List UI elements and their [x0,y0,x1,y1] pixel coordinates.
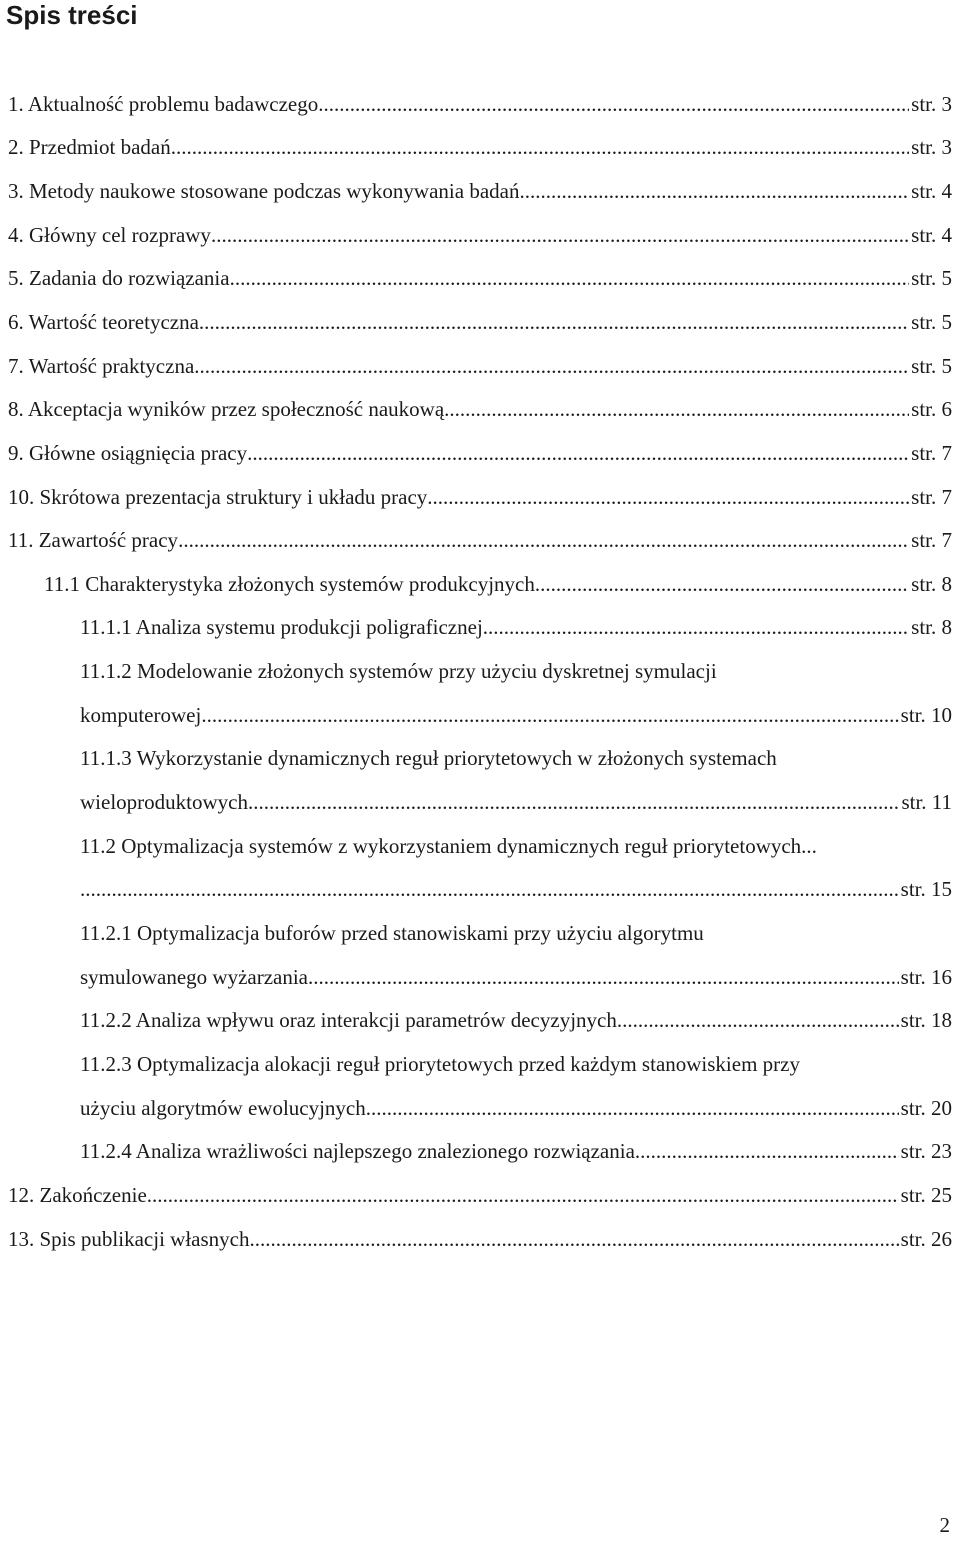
toc-entry-title-line2: użyciu algorytmów ewolucyjnych [80,1096,366,1120]
toc-entry-title: 11.2.4 Analiza wrażliwości najlepszego znalezionego rozwiązania [80,1139,635,1163]
leader-dots [248,787,899,817]
toc-entry-page: str. 26 [900,1227,952,1251]
leader-dots [80,874,899,904]
toc-entry-page: str. 3 [911,92,952,116]
toc-entry-title: 11.1.1 Analiza systemu produkcji poligraficznej [80,615,483,639]
toc-entry-page: str. 3 [911,135,952,159]
toc-entry[interactable] [8,482,952,512]
leader-dots [318,89,909,119]
toc-entry[interactable] [80,700,952,730]
toc-entry[interactable] [8,263,952,293]
page-title: Spis treści [6,0,138,30]
toc-entry-title: 6. Wartość teoretyczna [8,310,199,334]
leader-dots [617,1005,899,1035]
toc-entry-page: str. 4 [911,179,952,203]
toc-entry-page: str. 7 [911,441,952,465]
toc-entry-title: 1. Aktualność problemu badawczego [8,92,319,116]
toc-entry[interactable] [44,569,952,599]
toc-entry-page: str. 20 [900,1096,952,1120]
toc-entry-title-line2: symulowanego wyżarzania [80,965,308,989]
toc-entry-page: str. 23 [900,1139,952,1163]
toc-entry-page: str. 25 [900,1183,952,1207]
leader-dots [444,394,909,424]
toc-entry[interactable] [80,787,952,817]
toc-entry[interactable] [80,612,952,642]
toc-entry[interactable] [8,89,952,119]
toc-entry[interactable] [8,132,952,162]
toc-entry[interactable] [80,1093,952,1123]
leader-dots [147,1180,899,1210]
page-number: 2 [939,1513,950,1537]
toc-entry-title-line1[interactable]: 11.2.3 Optymalizacja alokacji reguł priorytetowych przed każdym stanowiskiem przy [80,1052,800,1076]
toc-entry[interactable] [8,351,952,381]
toc-entry[interactable] [8,307,952,337]
leader-dots [247,438,909,468]
toc-entry-title: 13. Spis publikacji własnych [8,1227,250,1251]
toc-entry-page: str. 15 [900,877,952,901]
toc-entry[interactable] [8,394,952,424]
toc-entry-page: str. 5 [911,310,952,334]
toc-entry-page: str. 11 [901,790,952,814]
toc-entry[interactable] [80,874,952,904]
leader-dots [635,1136,899,1166]
toc-entry-title: 2. Przedmiot badań [8,135,171,159]
leader-dots [308,962,899,992]
toc-entry-title: 4. Główny cel rozprawy [8,223,211,247]
toc-entry[interactable] [8,176,952,206]
leader-dots [230,263,910,293]
leader-dots [427,482,909,512]
toc-entry[interactable] [8,1180,952,1210]
toc-entry-title-line1[interactable]: 11.1.3 Wykorzystanie dynamicznych reguł priorytetowych w złożonych systemach [80,746,777,770]
toc-entry-title: 9. Główne osiągnięcia pracy [8,441,248,465]
leader-dots [201,700,898,730]
toc-entry-title: 3. Metody naukowe stosowane podczas wykonywania badań [8,179,520,203]
toc-entry-page: str. 7 [911,485,952,509]
toc-entry-title: 10. Skrótowa prezentacja struktury i układu pracy [8,485,428,509]
leader-dots [483,612,909,642]
toc-entry[interactable] [8,220,952,250]
toc-entry-title: 7. Wartość praktyczna [8,354,195,378]
toc-entry-title: 8. Akceptacja wyników przez społeczność naukową [8,397,445,421]
leader-dots [535,569,909,599]
toc-entry-title: 11.1 Charakterystyka złożonych systemów produkcyjnych [44,572,535,596]
toc-entry-page: str. 5 [911,354,952,378]
toc-entry-title: 5. Zadania do rozwiązania [8,266,230,290]
toc-entry[interactable] [80,962,952,992]
leader-dots [199,307,909,337]
toc-entry-title-line2: komputerowej [80,703,202,727]
toc-entry-title-line1[interactable]: 11.1.2 Modelowanie złożonych systemów przy użyciu dyskretnej symulacji [80,659,717,683]
toc-entry-page: str. 8 [911,615,952,639]
toc-entry-page: str. 8 [911,572,952,596]
toc-entry[interactable] [8,438,952,468]
toc-entry-title-line1[interactable]: 11.2 Optymalizacja systemów z wykorzystaniem dynamicznych reguł priorytetowych... [80,834,817,858]
leader-dots [519,176,909,206]
toc-entry-title: 11.2.2 Analiza wpływu oraz interakcji parametrów decyzyjnych [80,1008,617,1032]
toc-entry-page: str. 10 [900,703,952,727]
toc-entry-title-line2: wieloproduktowych [80,790,248,814]
leader-dots [249,1224,898,1254]
toc-entry-page: str. 18 [900,1008,952,1032]
toc-entry-title: 11. Zawartość pracy [8,528,179,552]
toc-entry-page: str. 7 [911,528,952,552]
toc-entry-title: 12. Zakończenie [8,1183,147,1207]
toc-entry-page: str. 5 [911,266,952,290]
toc-entry[interactable] [80,1136,952,1166]
toc-entry-page: str. 6 [911,397,952,421]
leader-dots [178,525,909,555]
toc-entry-page: str. 16 [900,965,952,989]
leader-dots [366,1093,899,1123]
toc-entry-title-line1[interactable]: 11.2.1 Optymalizacja buforów przed stanowiskami przy użyciu algorytmu [80,921,704,945]
toc-entry[interactable] [80,1005,952,1035]
toc-entry[interactable] [8,525,952,555]
toc-entry-page: str. 4 [911,223,952,247]
leader-dots [171,132,909,162]
leader-dots [194,351,909,381]
leader-dots [211,220,909,250]
toc-entry[interactable] [8,1224,952,1254]
